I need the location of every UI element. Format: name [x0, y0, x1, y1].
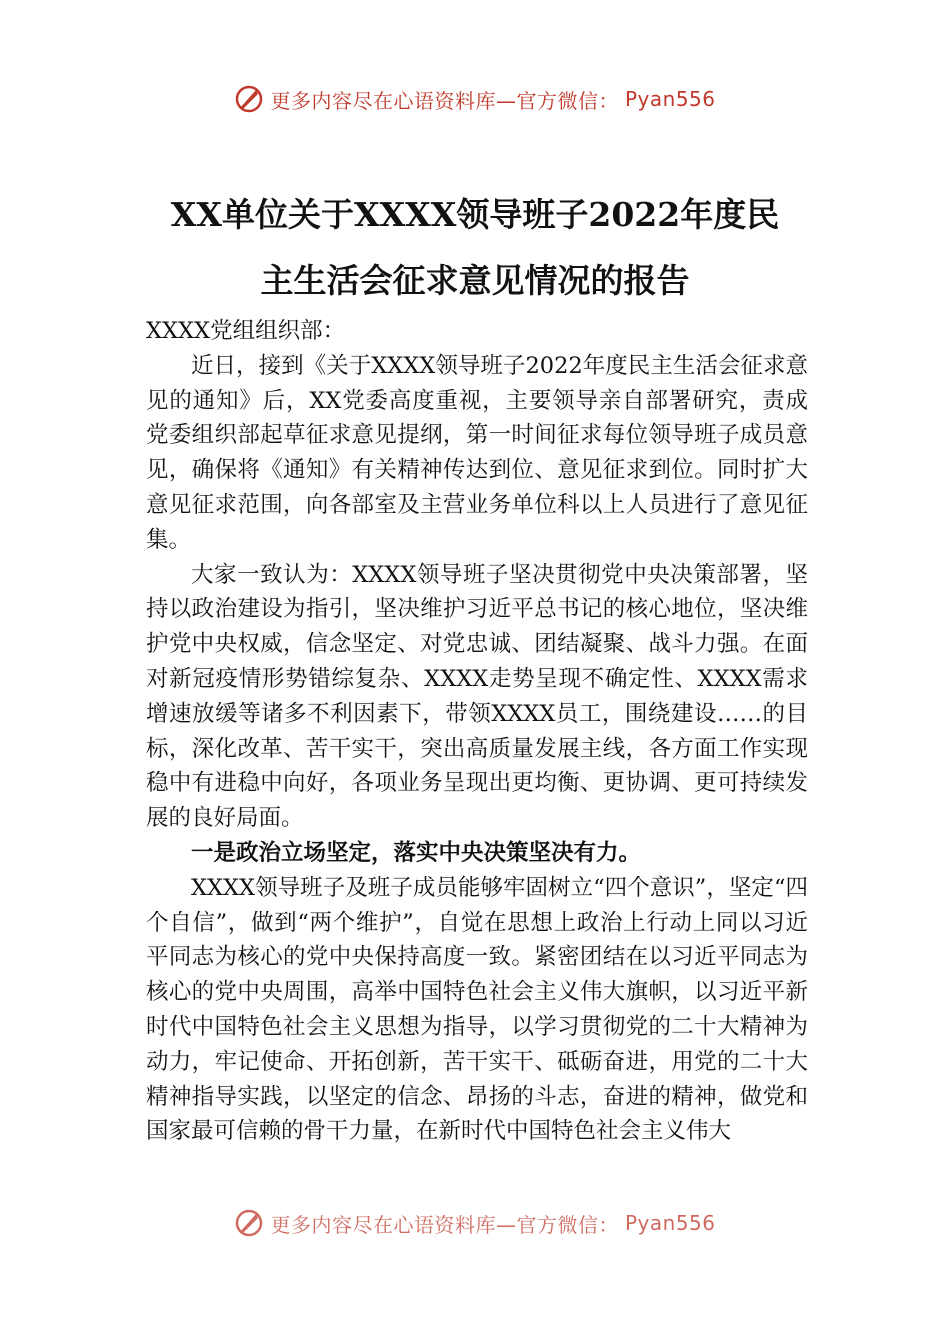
paragraph-3: XXXX领导班子及班子成员能够牢固树立“四个意识”，坚定“四个自信”，做到“两个维护”，自觉在思想上政治上行动上同以习近平同志为核心的党中央保持高度一致。紧密团结在以习近平同志为核心的党中央周围，高举中国特色社会主义伟大旗帜，以习近平新时代中国特色社会主义思想为指导，以学习贯彻党的二十大精神为动力，牢记使命、开拓创新，苦干实干、砥砺奋进，用党的二十大精神指导实践，以坚定的信念、昂扬的斗志，奋进的精神，做党和国家最可信赖的骨干力量，在新时代中国特色社会主义伟大 — [146, 874, 808, 1145]
watermark-footer — [0, 1208, 950, 1238]
watermark-text: 更多内容尽在心语资料库—官方微信： — [270, 88, 619, 113]
quill-logo-icon — [234, 1208, 264, 1238]
quill-logo-icon — [234, 84, 264, 114]
title-line-2: 主生活会征求意见情况的报告 — [260, 261, 690, 300]
watermark-header — [0, 84, 950, 114]
document-body — [146, 314, 808, 1149]
paragraph-1: 近日，接到《关于XXXX领导班子2022年度民主生活会征求意见的通知》后，XX党委高度重视，主要领导亲自部署研究，责成党委组织部起草征求意见提纲，第一时间征求每位领导班子成员意见，确保将《通知》有关精神传达到位、意见征求到位。同时扩大意见征求范围，向各部室及主营业务单位科以上人员进行了意见征集。 — [146, 352, 808, 553]
document-title — [120, 182, 830, 314]
watermark-wechat-id: Pyan556 — [624, 1211, 716, 1235]
section-heading-1: 一是政治立场坚定，落实中央决策坚决有力。 — [191, 839, 642, 866]
salutation: XXXX党组组织部： — [146, 318, 346, 344]
watermark-wechat-id: Pyan556 — [624, 87, 716, 111]
title-line-1: XX单位关于XXXX领导班子2022年度民 — [170, 195, 780, 234]
watermark-text: 更多内容尽在心语资料库—官方微信： — [270, 1212, 619, 1237]
paragraph-2: 大家一致认为：XXXX领导班子坚决贯彻党中央决策部署，坚持以政治建设为指引，坚决维护习近平总书记的核心地位，坚决维护党中央权威，信念坚定、对党忠诚、团结凝聚、战斗力强。在面对新冠疫情形势错综复杂、XXXX走势呈现不确定性、XXXX需求增速放缓等诸多不利因素下，带领XXXX员工，围绕建设……的目标，深化改革、苦干实干，突出高质量发展主线，各方面工作实现稳中有进稳中向好，各项业务呈现出更均衡、更协调、更可持续发展的良好局面。 — [146, 561, 808, 832]
